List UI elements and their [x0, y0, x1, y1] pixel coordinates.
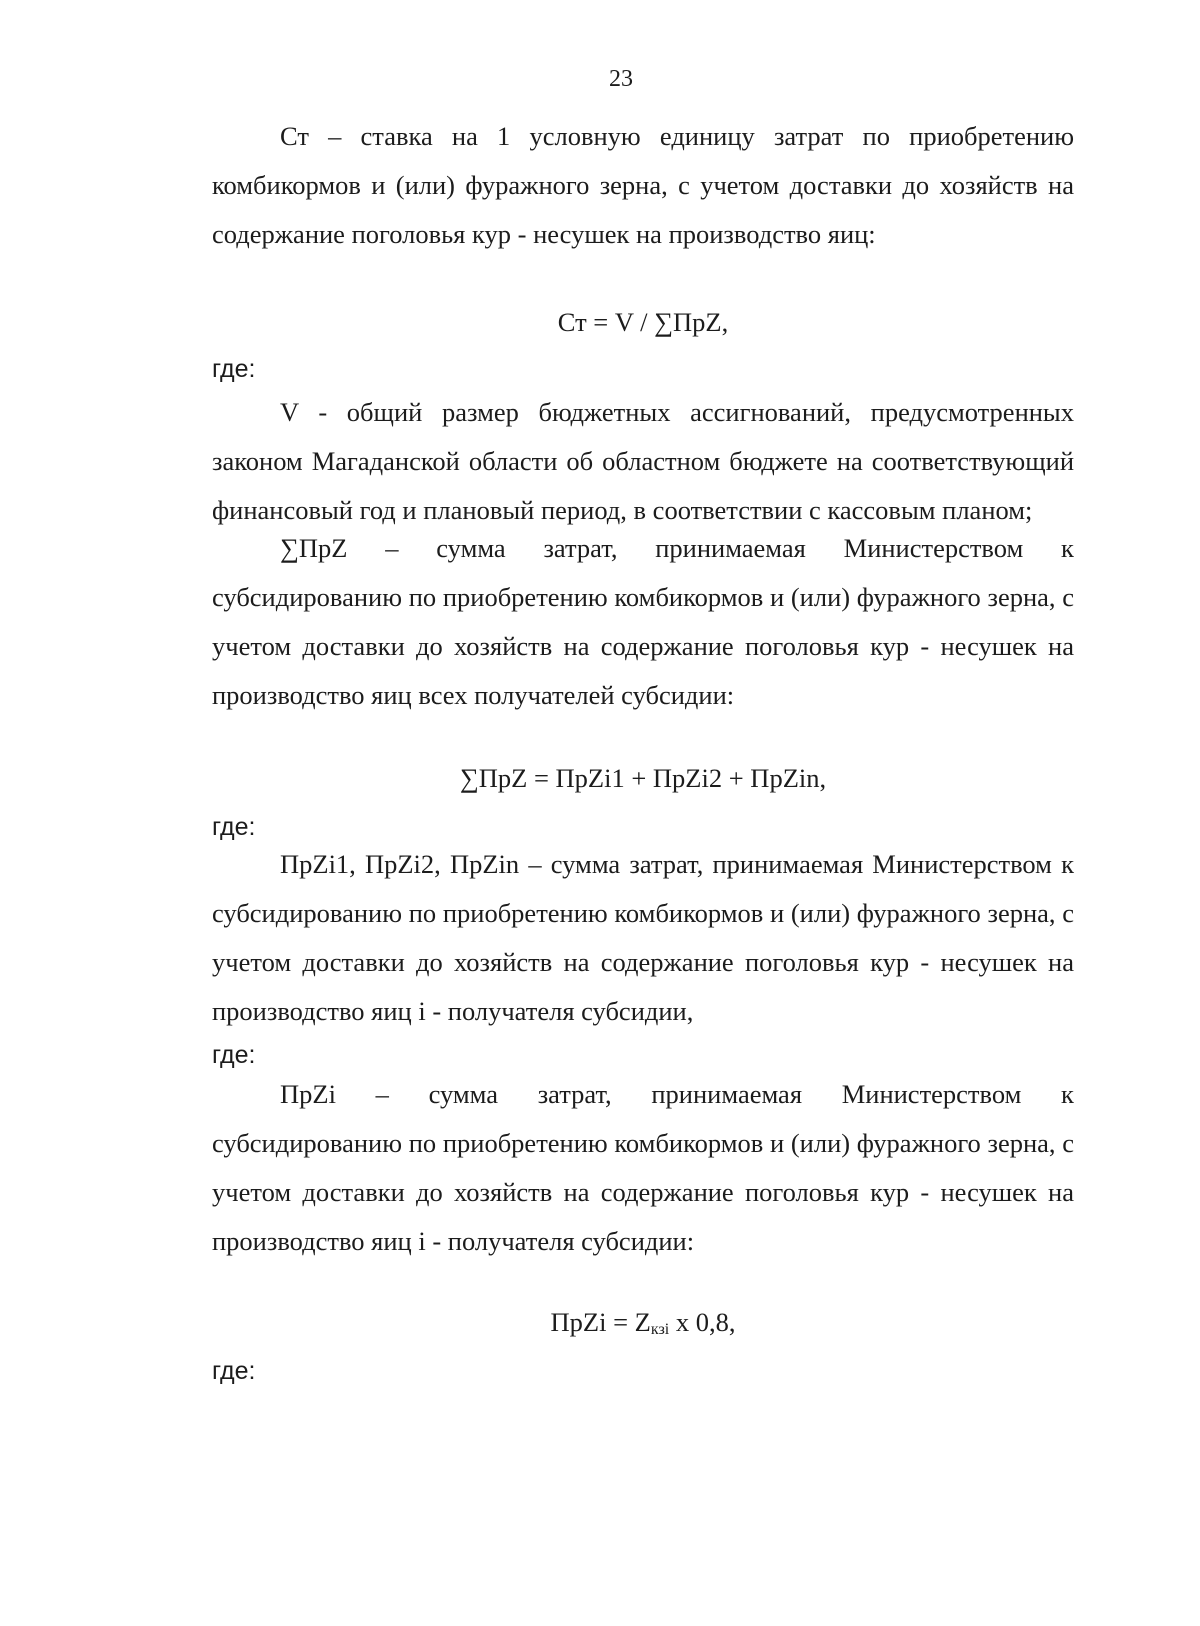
paragraph-text: V - общий размер бюджетных ассигнований, предусмотренных законом Магаданской области об областном бюджете на соответствующий финансовый год и плановый период, в соответствии с кассовым планом; [212, 397, 1074, 525]
first-line-word: ∑ПрZ [280, 533, 348, 563]
formula-left: ПрZi = Z [550, 1307, 651, 1337]
first-line-word: сумма [428, 1079, 498, 1109]
paragraph-text: ПрZi1, ПрZi2, ПрZin – сумма затрат, принимаемая Министерством к субсидированию по приобретению комбикормов и (или) фуражного зерна, с учетом доставки до хозяйств на содержание поголовья кур - несушек на производство яиц i - получателя субсидии, [212, 849, 1074, 1026]
formula-subscript: кзi [650, 1321, 670, 1338]
where-label: где: [212, 1041, 256, 1069]
first-line-word: сумма [436, 533, 506, 563]
paragraph-rate-definition [212, 112, 1074, 259]
first-line-word: к [1061, 533, 1074, 563]
first-line-word: затрат, [537, 1079, 612, 1109]
where-label: где: [212, 1357, 256, 1385]
paragraph-text: Ст – ставка на 1 условную единицу затрат по приобретению комбикормов и (или) фуражного зерна, с учетом доставки до хозяйств на содержание поголовья кур - несушек на производство яиц: [212, 121, 1074, 249]
page-number: 23 [609, 66, 633, 92]
formula-sum: ∑ПрZ = ПрZi1 + ПрZi2 + ПрZin, [459, 763, 827, 793]
paragraph-recipient-costs [212, 840, 1074, 1036]
paragraph-text: субсидированию по приобретению комбикормов и (или) фуражного зерна, с учетом доставки до хозяйств на содержание поголовья кур - несушек на производство яиц всех получателей субсидии: [212, 582, 1074, 710]
formula-rate: Ст = V / ∑ПрZ, [557, 307, 729, 337]
paragraph-recipient-definition [212, 1070, 1074, 1266]
first-line-word: ПрZi [280, 1079, 336, 1109]
paragraph-sum-definition [212, 524, 1074, 720]
paragraph-text: субсидированию по приобретению комбикормов и (или) фуражного зерна, с учетом доставки до хозяйств на содержание поголовья кур - несушек на производство яиц i - получателя субсидии: [212, 1128, 1074, 1256]
first-line-word: Министерством [841, 1079, 1022, 1109]
where-label: где: [212, 355, 256, 383]
first-line-word: принимаемая [651, 1079, 803, 1109]
formula-right: х 0,8, [669, 1307, 736, 1337]
first-line-word: затрат, [543, 533, 618, 563]
first-line-word: к [1061, 1079, 1074, 1109]
first-line-word: – [375, 1079, 389, 1109]
paragraph-first-line [212, 524, 1074, 573]
where-label: где: [212, 813, 256, 841]
formula-recipient [212, 1302, 1074, 1350]
first-line-word: принимаемая [655, 533, 806, 563]
paragraph-first-line [212, 1070, 1074, 1119]
first-line-word: Министерством [843, 533, 1024, 563]
first-line-word: – [385, 533, 399, 563]
paragraph-budget-definition [212, 388, 1074, 535]
